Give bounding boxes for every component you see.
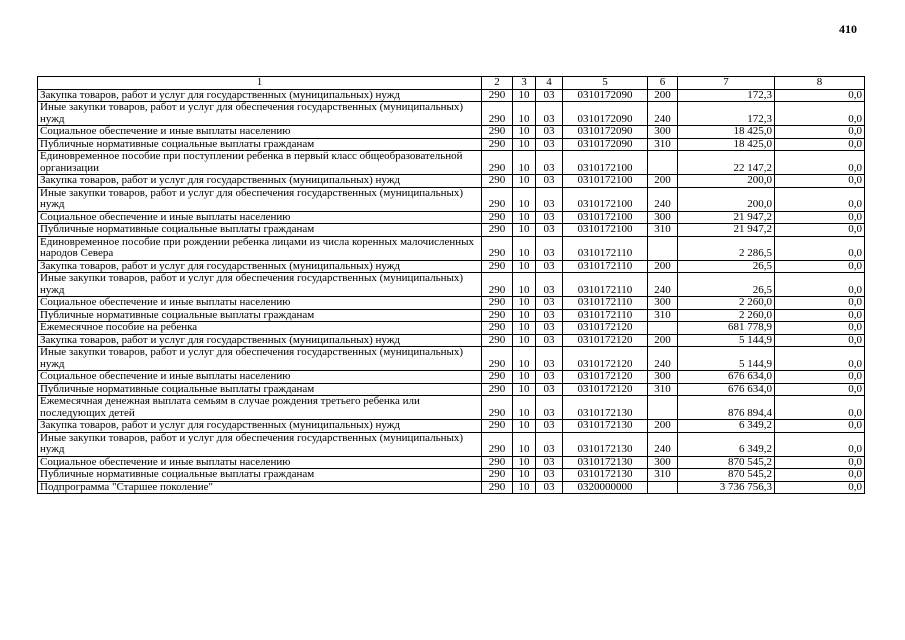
target-article: 0310172090 bbox=[563, 126, 648, 139]
expense-type: 200 bbox=[648, 334, 678, 347]
subsection-code: 03 bbox=[536, 371, 563, 384]
row-name: Закупка товаров, работ и услуг для государственных (муниципальных) нужд bbox=[38, 260, 482, 273]
column-header: 5 bbox=[563, 77, 648, 90]
subsection-code: 03 bbox=[536, 309, 563, 322]
table-row bbox=[38, 260, 865, 273]
subsection-code: 03 bbox=[536, 469, 563, 482]
amount-value: 21 947,2 bbox=[678, 224, 775, 237]
admin-code: 290 bbox=[482, 309, 513, 322]
amount-value: 681 778,9 bbox=[678, 322, 775, 335]
amount-value-2: 0,0 bbox=[775, 432, 865, 456]
amount-value: 870 545,2 bbox=[678, 456, 775, 469]
expense-type: 200 bbox=[648, 89, 678, 102]
admin-code: 290 bbox=[482, 481, 513, 494]
target-article: 0310172120 bbox=[563, 371, 648, 384]
admin-code: 290 bbox=[482, 456, 513, 469]
amount-value-2: 0,0 bbox=[775, 481, 865, 494]
admin-code: 290 bbox=[482, 151, 513, 175]
target-article: 0310172130 bbox=[563, 432, 648, 456]
expense-type: 310 bbox=[648, 309, 678, 322]
target-article: 0310172100 bbox=[563, 224, 648, 237]
expense-type: 240 bbox=[648, 102, 678, 126]
amount-value-2: 0,0 bbox=[775, 456, 865, 469]
expense-type: 200 bbox=[648, 260, 678, 273]
target-article: 0310172130 bbox=[563, 456, 648, 469]
subsection-code: 03 bbox=[536, 138, 563, 151]
expense-type bbox=[648, 151, 678, 175]
row-name: Публичные нормативные социальные выплаты гражданам bbox=[38, 224, 482, 237]
target-article: 0310172090 bbox=[563, 138, 648, 151]
row-name: Закупка товаров, работ и услуг для государственных (муниципальных) нужд bbox=[38, 175, 482, 188]
header-row bbox=[38, 77, 865, 90]
amount-value: 870 545,2 bbox=[678, 469, 775, 482]
target-article: 0310172130 bbox=[563, 420, 648, 433]
column-header: 2 bbox=[482, 77, 513, 90]
section-code: 10 bbox=[513, 89, 536, 102]
subsection-code: 03 bbox=[536, 420, 563, 433]
column-header: 8 bbox=[775, 77, 865, 90]
expense-type: 240 bbox=[648, 432, 678, 456]
admin-code: 290 bbox=[482, 175, 513, 188]
amount-value: 6 349,2 bbox=[678, 432, 775, 456]
amount-value-2: 0,0 bbox=[775, 297, 865, 310]
admin-code: 290 bbox=[482, 371, 513, 384]
column-header: 7 bbox=[678, 77, 775, 90]
subsection-code: 03 bbox=[536, 224, 563, 237]
target-article: 0310172110 bbox=[563, 309, 648, 322]
amount-value-2: 0,0 bbox=[775, 396, 865, 420]
subsection-code: 03 bbox=[536, 456, 563, 469]
row-name: Публичные нормативные социальные выплаты гражданам bbox=[38, 309, 482, 322]
admin-code: 290 bbox=[482, 383, 513, 396]
section-code: 10 bbox=[513, 151, 536, 175]
column-header: 4 bbox=[536, 77, 563, 90]
admin-code: 290 bbox=[482, 260, 513, 273]
amount-value-2: 0,0 bbox=[775, 151, 865, 175]
section-code: 10 bbox=[513, 420, 536, 433]
subsection-code: 03 bbox=[536, 273, 563, 297]
amount-value: 676 634,0 bbox=[678, 371, 775, 384]
table-row bbox=[38, 420, 865, 433]
subsection-code: 03 bbox=[536, 187, 563, 211]
target-article: 0310172100 bbox=[563, 175, 648, 188]
admin-code: 290 bbox=[482, 469, 513, 482]
admin-code: 290 bbox=[482, 187, 513, 211]
target-article: 0310172110 bbox=[563, 273, 648, 297]
subsection-code: 03 bbox=[536, 347, 563, 371]
target-article: 0310172120 bbox=[563, 334, 648, 347]
section-code: 10 bbox=[513, 273, 536, 297]
section-code: 10 bbox=[513, 211, 536, 224]
expense-type: 200 bbox=[648, 175, 678, 188]
table-row bbox=[38, 224, 865, 237]
admin-code: 290 bbox=[482, 396, 513, 420]
amount-value-2: 0,0 bbox=[775, 126, 865, 139]
table-row bbox=[38, 138, 865, 151]
section-code: 10 bbox=[513, 371, 536, 384]
row-name: Закупка товаров, работ и услуг для государственных (муниципальных) нужд bbox=[38, 334, 482, 347]
expense-type bbox=[648, 236, 678, 260]
section-code: 10 bbox=[513, 469, 536, 482]
section-code: 10 bbox=[513, 383, 536, 396]
amount-value: 18 425,0 bbox=[678, 126, 775, 139]
admin-code: 290 bbox=[482, 347, 513, 371]
amount-value-2: 0,0 bbox=[775, 260, 865, 273]
row-name: Закупка товаров, работ и услуг для государственных (муниципальных) нужд bbox=[38, 420, 482, 433]
column-header: 1 bbox=[38, 77, 482, 90]
expense-type: 300 bbox=[648, 371, 678, 384]
target-article: 0310172120 bbox=[563, 383, 648, 396]
table-row bbox=[38, 432, 865, 456]
amount-value-2: 0,0 bbox=[775, 383, 865, 396]
amount-value: 2 260,0 bbox=[678, 309, 775, 322]
admin-code: 290 bbox=[482, 224, 513, 237]
row-name: Единовременное пособие при рождении ребенка лицами из числа коренных малочисленных народов Севера bbox=[38, 236, 482, 260]
admin-code: 290 bbox=[482, 297, 513, 310]
amount-value: 26,5 bbox=[678, 273, 775, 297]
amount-value-2: 0,0 bbox=[775, 420, 865, 433]
amount-value: 3 736 756,3 bbox=[678, 481, 775, 494]
amount-value-2: 0,0 bbox=[775, 187, 865, 211]
row-name: Иные закупки товаров, работ и услуг для обеспечения государственных (муниципальных) нужд bbox=[38, 187, 482, 211]
expense-type: 200 bbox=[648, 420, 678, 433]
admin-code: 290 bbox=[482, 236, 513, 260]
expense-type: 300 bbox=[648, 211, 678, 224]
row-name: Публичные нормативные социальные выплаты гражданам bbox=[38, 383, 482, 396]
admin-code: 290 bbox=[482, 102, 513, 126]
amount-value: 26,5 bbox=[678, 260, 775, 273]
subsection-code: 03 bbox=[536, 260, 563, 273]
row-name: Иные закупки товаров, работ и услуг для обеспечения государственных (муниципальных) нужд bbox=[38, 347, 482, 371]
amount-value-2: 0,0 bbox=[775, 138, 865, 151]
table-row bbox=[38, 309, 865, 322]
expense-type: 240 bbox=[648, 273, 678, 297]
section-code: 10 bbox=[513, 126, 536, 139]
table-row bbox=[38, 273, 865, 297]
admin-code: 290 bbox=[482, 211, 513, 224]
row-name: Иные закупки товаров, работ и услуг для обеспечения государственных (муниципальных) нужд bbox=[38, 102, 482, 126]
amount-value: 200,0 bbox=[678, 175, 775, 188]
subsection-code: 03 bbox=[536, 322, 563, 335]
subsection-code: 03 bbox=[536, 481, 563, 494]
amount-value: 21 947,2 bbox=[678, 211, 775, 224]
amount-value-2: 0,0 bbox=[775, 273, 865, 297]
subsection-code: 03 bbox=[536, 432, 563, 456]
table-row bbox=[38, 151, 865, 175]
row-name: Социальное обеспечение и иные выплаты населению bbox=[38, 126, 482, 139]
admin-code: 290 bbox=[482, 126, 513, 139]
expense-type: 310 bbox=[648, 383, 678, 396]
table-row bbox=[38, 126, 865, 139]
amount-value: 676 634,0 bbox=[678, 383, 775, 396]
subsection-code: 03 bbox=[536, 89, 563, 102]
row-name: Ежемесячное пособие на ребенка bbox=[38, 322, 482, 335]
row-name: Публичные нормативные социальные выплаты гражданам bbox=[38, 469, 482, 482]
section-code: 10 bbox=[513, 396, 536, 420]
row-name: Социальное обеспечение и иные выплаты населению bbox=[38, 371, 482, 384]
amount-value: 22 147,2 bbox=[678, 151, 775, 175]
row-name: Закупка товаров, работ и услуг для государственных (муниципальных) нужд bbox=[38, 89, 482, 102]
budget-table bbox=[37, 76, 865, 494]
subsection-code: 03 bbox=[536, 102, 563, 126]
table-row bbox=[38, 334, 865, 347]
target-article: 0310172100 bbox=[563, 187, 648, 211]
admin-code: 290 bbox=[482, 334, 513, 347]
table-row bbox=[38, 322, 865, 335]
section-code: 10 bbox=[513, 260, 536, 273]
amount-value-2: 0,0 bbox=[775, 236, 865, 260]
target-article: 0310172130 bbox=[563, 396, 648, 420]
section-code: 10 bbox=[513, 334, 536, 347]
amount-value-2: 0,0 bbox=[775, 309, 865, 322]
row-name: Социальное обеспечение и иные выплаты населению bbox=[38, 456, 482, 469]
amount-value-2: 0,0 bbox=[775, 211, 865, 224]
section-code: 10 bbox=[513, 138, 536, 151]
section-code: 10 bbox=[513, 175, 536, 188]
expense-type bbox=[648, 481, 678, 494]
section-code: 10 bbox=[513, 297, 536, 310]
amount-value: 200,0 bbox=[678, 187, 775, 211]
table-row bbox=[38, 347, 865, 371]
amount-value-2: 0,0 bbox=[775, 224, 865, 237]
table-row bbox=[38, 102, 865, 126]
target-article: 0310172110 bbox=[563, 236, 648, 260]
admin-code: 290 bbox=[482, 273, 513, 297]
admin-code: 290 bbox=[482, 420, 513, 433]
amount-value: 876 894,4 bbox=[678, 396, 775, 420]
subsection-code: 03 bbox=[536, 126, 563, 139]
table-row bbox=[38, 211, 865, 224]
row-name: Иные закупки товаров, работ и услуг для обеспечения государственных (муниципальных) нужд bbox=[38, 432, 482, 456]
subsection-code: 03 bbox=[536, 297, 563, 310]
row-name: Социальное обеспечение и иные выплаты населению bbox=[38, 211, 482, 224]
amount-value: 2 286,5 bbox=[678, 236, 775, 260]
admin-code: 290 bbox=[482, 138, 513, 151]
section-code: 10 bbox=[513, 102, 536, 126]
section-code: 10 bbox=[513, 432, 536, 456]
expense-type bbox=[648, 396, 678, 420]
amount-value-2: 0,0 bbox=[775, 334, 865, 347]
row-name: Публичные нормативные социальные выплаты гражданам bbox=[38, 138, 482, 151]
subsection-code: 03 bbox=[536, 383, 563, 396]
row-name: Подпрограмма "Старшее поколение" bbox=[38, 481, 482, 494]
row-name: Иные закупки товаров, работ и услуг для обеспечения государственных (муниципальных) нужд bbox=[38, 273, 482, 297]
section-code: 10 bbox=[513, 187, 536, 211]
column-header: 3 bbox=[513, 77, 536, 90]
section-code: 10 bbox=[513, 309, 536, 322]
expense-type: 300 bbox=[648, 126, 678, 139]
amount-value-2: 0,0 bbox=[775, 347, 865, 371]
amount-value-2: 0,0 bbox=[775, 102, 865, 126]
expense-type: 300 bbox=[648, 456, 678, 469]
row-name: Социальное обеспечение и иные выплаты населению bbox=[38, 297, 482, 310]
page-number: 410 bbox=[839, 22, 857, 36]
table-row bbox=[38, 236, 865, 260]
admin-code: 290 bbox=[482, 89, 513, 102]
section-code: 10 bbox=[513, 456, 536, 469]
section-code: 10 bbox=[513, 481, 536, 494]
expense-type bbox=[648, 322, 678, 335]
target-article: 0310172090 bbox=[563, 89, 648, 102]
target-article: 0320000000 bbox=[563, 481, 648, 494]
target-article: 0310172100 bbox=[563, 211, 648, 224]
target-article: 0310172120 bbox=[563, 322, 648, 335]
amount-value-2: 0,0 bbox=[775, 322, 865, 335]
table-row bbox=[38, 89, 865, 102]
subsection-code: 03 bbox=[536, 334, 563, 347]
row-name: Ежемесячная денежная выплата семьям в случае рождения третьего ребенка или последующих детей bbox=[38, 396, 482, 420]
expense-type: 310 bbox=[648, 138, 678, 151]
table-body bbox=[38, 77, 865, 494]
expense-type: 300 bbox=[648, 297, 678, 310]
admin-code: 290 bbox=[482, 322, 513, 335]
amount-value: 2 260,0 bbox=[678, 297, 775, 310]
table-row bbox=[38, 187, 865, 211]
table-row bbox=[38, 481, 865, 494]
section-code: 10 bbox=[513, 224, 536, 237]
target-article: 0310172100 bbox=[563, 151, 648, 175]
table-row bbox=[38, 456, 865, 469]
amount-value: 18 425,0 bbox=[678, 138, 775, 151]
amount-value: 172,3 bbox=[678, 102, 775, 126]
amount-value: 5 144,9 bbox=[678, 334, 775, 347]
target-article: 0310172090 bbox=[563, 102, 648, 126]
table-row bbox=[38, 383, 865, 396]
table-row bbox=[38, 175, 865, 188]
amount-value: 5 144,9 bbox=[678, 347, 775, 371]
target-article: 0310172130 bbox=[563, 469, 648, 482]
subsection-code: 03 bbox=[536, 211, 563, 224]
target-article: 0310172110 bbox=[563, 260, 648, 273]
target-article: 0310172110 bbox=[563, 297, 648, 310]
table-row bbox=[38, 371, 865, 384]
expense-type: 310 bbox=[648, 224, 678, 237]
expense-type: 240 bbox=[648, 347, 678, 371]
table-row bbox=[38, 469, 865, 482]
subsection-code: 03 bbox=[536, 151, 563, 175]
column-header: 6 bbox=[648, 77, 678, 90]
amount-value: 172,3 bbox=[678, 89, 775, 102]
table-row bbox=[38, 396, 865, 420]
subsection-code: 03 bbox=[536, 175, 563, 188]
admin-code: 290 bbox=[482, 432, 513, 456]
table-row bbox=[38, 297, 865, 310]
section-code: 10 bbox=[513, 236, 536, 260]
subsection-code: 03 bbox=[536, 396, 563, 420]
amount-value-2: 0,0 bbox=[775, 89, 865, 102]
section-code: 10 bbox=[513, 347, 536, 371]
expense-type: 240 bbox=[648, 187, 678, 211]
row-name: Единовременное пособие при поступлении ребенка в первый класс общеобразовательной организации bbox=[38, 151, 482, 175]
subsection-code: 03 bbox=[536, 236, 563, 260]
expense-type: 310 bbox=[648, 469, 678, 482]
amount-value: 6 349,2 bbox=[678, 420, 775, 433]
amount-value-2: 0,0 bbox=[775, 469, 865, 482]
section-code: 10 bbox=[513, 322, 536, 335]
target-article: 0310172120 bbox=[563, 347, 648, 371]
amount-value-2: 0,0 bbox=[775, 371, 865, 384]
amount-value-2: 0,0 bbox=[775, 175, 865, 188]
